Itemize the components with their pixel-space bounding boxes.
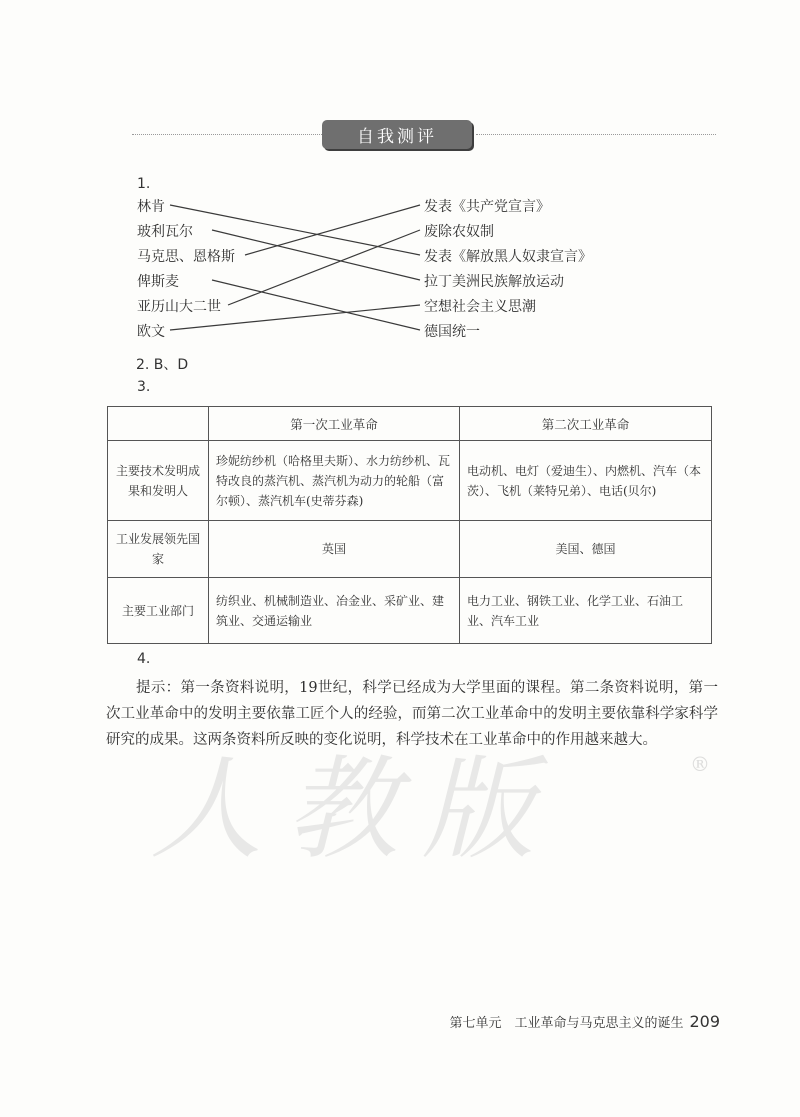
publisher-watermark: 人教版 <box>150 745 558 875</box>
q1-left-item: 俾斯麦 <box>137 274 179 290</box>
q1-right-item: 空想社会主义思潮 <box>424 299 536 315</box>
q4-answer-text: 提示：第一条资料说明，19世纪，科学已经成为大学里面的课程。第二条资料说明，第一次工业革命中的发明主要依靠工匠个人的经验，而第二次工业革命中的发明主要依靠科学家科学研究的成果。这两条资料所反映的变化说明，科学技术在工业革命中的作用越来越大。 <box>106 680 718 748</box>
table-cell: 珍妮纺纱机（哈格里夫斯）、水力纺纱机、瓦特改良的蒸汽机、蒸汽机为动力的轮船（富尔顿）、蒸汽机车(史蒂芬森) <box>209 441 460 521</box>
q3-number: 3. <box>137 379 151 395</box>
table-row <box>108 578 712 644</box>
registered-mark: ® <box>690 752 710 776</box>
row-header-cell: 主要技术发明成果和发明人 <box>108 441 209 521</box>
page-number: 209 <box>689 1012 720 1031</box>
table-header-cell <box>108 407 209 441</box>
section-title: 自我测评 <box>322 120 472 149</box>
q1-right-item: 废除农奴制 <box>424 224 494 240</box>
q1-left-item: 亚历山大二世 <box>137 299 221 315</box>
q1-left-item: 林肯 <box>137 199 165 215</box>
q1-matching-lines <box>0 0 800 360</box>
table-header-cell: 第一次工业革命 <box>209 407 460 441</box>
q1-number: 1. <box>137 176 151 192</box>
q1-right-item: 发表《解放黑人奴隶宣言》 <box>424 249 592 265</box>
q1-right-item: 发表《共产党宣言》 <box>424 199 550 215</box>
comparison-table <box>107 406 712 644</box>
table-row <box>108 521 712 578</box>
q1-left-item: 欧文 <box>137 324 165 340</box>
q2-answer: 2. B、D <box>136 357 189 373</box>
row-header-cell: 主要工业部门 <box>108 578 209 644</box>
q1-match-line <box>212 230 420 280</box>
table-row <box>108 441 712 521</box>
q1-match-line <box>170 205 420 255</box>
q1-left-item: 玻利瓦尔 <box>137 224 193 240</box>
q1-match-line <box>245 205 420 255</box>
q1-right-item: 德国统一 <box>424 324 480 340</box>
table-header-row <box>108 407 712 441</box>
table-cell: 电动机、电灯（爱迪生）、内燃机、汽车（本茨）、飞机（莱特兄弟）、电话(贝尔) <box>460 441 712 521</box>
q1-right-item: 拉丁美洲民族解放运动 <box>424 274 564 290</box>
table-cell: 英国 <box>209 521 460 578</box>
chapter-title: 第七单元 工业革命与马克思主义的诞生 <box>449 1016 684 1031</box>
q4-number: 4. <box>137 651 151 667</box>
q1-match-line <box>170 305 420 330</box>
row-header-cell: 工业发展领先国家 <box>108 521 209 578</box>
table-cell: 纺织业、机械制造业、冶金业、采矿业、建筑业、交通运输业 <box>209 578 460 644</box>
page-footer <box>449 1012 720 1031</box>
table-header-cell: 第二次工业革命 <box>460 407 712 441</box>
q1-left-item: 马克思、恩格斯 <box>137 249 235 265</box>
table-cell: 电力工业、钢铁工业、化学工业、石油工业、汽车工业 <box>460 578 712 644</box>
table-cell: 美国、德国 <box>460 521 712 578</box>
